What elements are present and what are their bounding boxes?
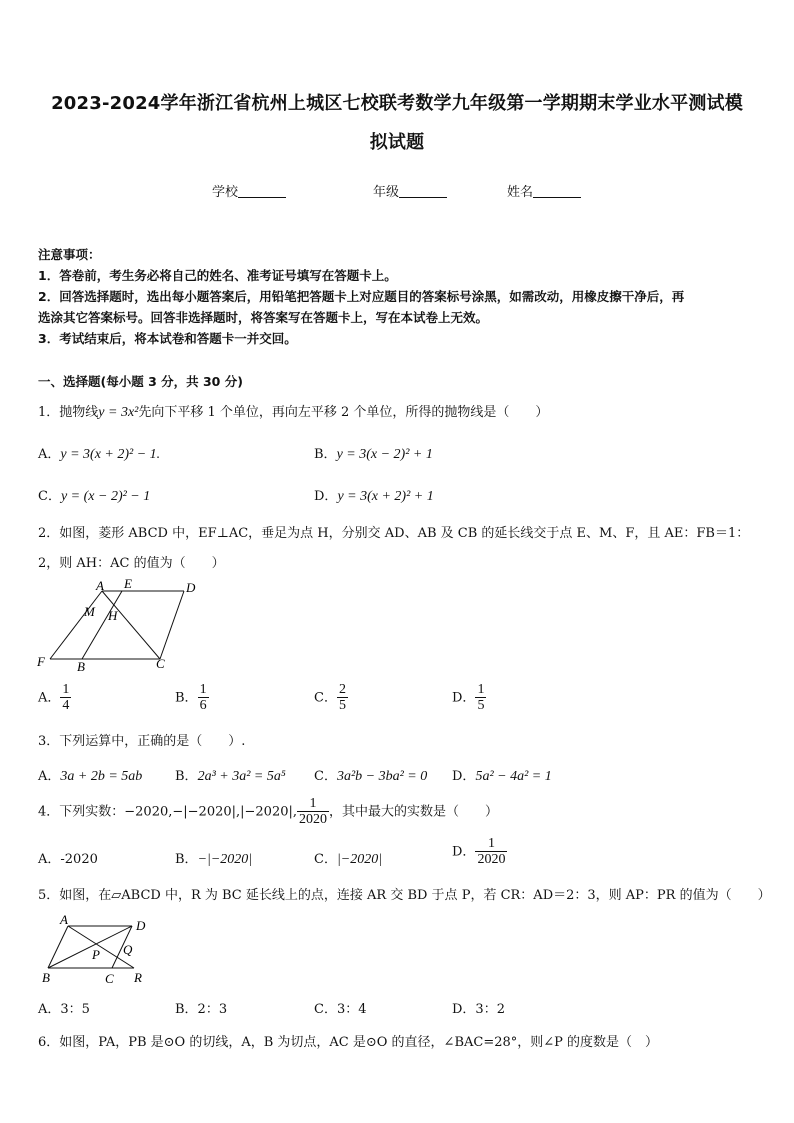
figure-label: F: [37, 654, 45, 669]
q5-parallelogram-figure: [38, 912, 158, 988]
figure-label: R: [134, 970, 142, 985]
figure-label: Q: [123, 942, 133, 957]
option-letter: C．: [314, 852, 337, 867]
name-field: [507, 181, 581, 200]
q3-option-c: [314, 765, 427, 785]
school-label: 学校: [212, 185, 239, 200]
q5-option-b: B．2：3: [175, 1002, 228, 1017]
q2-rhombus-figure: [36, 576, 200, 674]
option-letter: B．: [175, 690, 198, 706]
section-heading: 一、选择题(每小题 3 分，共 30 分): [38, 374, 243, 389]
option-letter: D．: [452, 690, 476, 706]
option-letter: D．: [452, 769, 476, 784]
option-letter: A．: [38, 447, 61, 462]
fraction-numerator: 1: [199, 682, 207, 697]
option-expr: y = (x − 2)² − 1: [60, 489, 151, 504]
name-label: 姓名: [507, 185, 534, 200]
figure-label: D: [186, 580, 196, 595]
q3-option-a: [38, 765, 142, 785]
exam-title-line1: 2023-2024学年浙江省杭州上城区七校联考数学九年级第一学期期末学业水平测试模: [51, 93, 743, 114]
school-field: [212, 181, 286, 200]
question-2-stem-line2: 2，则 AH：AC 的值为（ ）: [38, 556, 225, 571]
q2-option-b: [175, 682, 209, 714]
option-expr: 5a² − 4a² = 1: [475, 769, 552, 784]
question-3-stem: 3．下列运算中，正确的是（ ）.: [38, 734, 246, 749]
q1-stem-text: 1．抛物线: [38, 405, 99, 420]
option-expr: 2a³ + 3a² = 5a⁵: [197, 769, 286, 784]
option-expr: |−2020|: [336, 852, 383, 867]
fraction-numerator: 1: [62, 682, 70, 697]
notice-item: 3．考试结束后，将本试卷和答题卡一并交回。: [38, 331, 297, 346]
figure-label: B: [42, 970, 50, 985]
question-4-stem: [38, 796, 498, 828]
fraction-numerator: 2: [338, 682, 346, 697]
school-blank: [238, 184, 286, 198]
figure-label: B: [77, 659, 85, 674]
notice-item: 1．答卷前，考生务必将自己的姓名、准考证号填写在答题卡上。: [38, 268, 397, 283]
grade-label: 年级: [373, 185, 400, 200]
grade-field: [373, 181, 447, 200]
fraction-denominator: 5: [477, 698, 485, 714]
q2-option-c: [314, 682, 348, 714]
option-letter: C．: [314, 690, 337, 706]
q4-stem-text: ，其中最大的实数是（ ）: [329, 804, 499, 820]
q2-option-a: [38, 682, 71, 714]
q1-expr: y = 3x²: [98, 405, 139, 420]
option-expr: y = 3(x + 2)² + 1: [337, 489, 434, 504]
option-expr: y = 3(x + 2)² − 1.: [60, 447, 161, 462]
figure-label: A: [96, 578, 104, 593]
option-fraction: [198, 682, 209, 714]
option-letter: D．: [452, 844, 476, 860]
question-5-stem: 5．如图，在▱ABCD 中，R 为 BC 延长线上的点，连接 AR 交 BD 于点 P，若 CR：AD＝2：3，则 AP：PR 的值为（ ）: [38, 888, 771, 903]
figure-label: C: [105, 971, 114, 986]
fraction-numerator: 1: [297, 796, 329, 812]
notice-item: 选涂其它答案标号。回答非选择题时，将答案写在答题卡上，写在本试卷上无效。: [38, 310, 489, 325]
q5-option-a: A．3：5: [38, 1002, 90, 1017]
notice-heading: 注意事项：: [38, 247, 101, 262]
figure-label: P: [92, 947, 100, 962]
q1-option-a: [38, 443, 160, 463]
option-letter: C．: [38, 489, 61, 504]
question-1-stem: [38, 401, 548, 421]
question-2-stem-line1: 2．如图，菱形 ABCD 中，EF⊥AC，垂足为点 H，分别交 AD、AB 及 CB 的延长线交于点 E、M、F，且 AE：FB＝1：: [38, 526, 750, 541]
fraction-denominator: 6: [199, 698, 207, 714]
q3-option-b: [175, 765, 286, 785]
option-letter: A．: [38, 690, 61, 706]
question-6-stem: 6．如图，PA，PB 是⊙O 的切线，A，B 为切点，AC 是⊙O 的直径，∠BAC=28°，则∠P 的度数是（ ）: [38, 1035, 659, 1050]
fraction-denominator: 4: [62, 698, 70, 714]
option-letter: B．: [175, 769, 198, 784]
exam-title-line2: 拟试题: [369, 132, 425, 153]
figure-label: E: [124, 576, 132, 591]
fraction-denominator: 2020: [477, 852, 506, 868]
q4-option-d: [452, 836, 507, 868]
q4-option-b: [175, 848, 252, 868]
option-expr: −|−2020|: [197, 852, 253, 867]
q1-stem-text: 先向下平移 1 个单位，再向左平移 2 个单位，所得的抛物线是（ ）: [138, 405, 549, 420]
option-letter: B．: [314, 447, 337, 462]
fraction-numerator: 1: [477, 682, 485, 697]
option-letter: B．: [175, 852, 198, 867]
option-fraction: [475, 836, 507, 868]
q1-option-d: [314, 485, 434, 505]
figure-label: A: [60, 912, 68, 927]
q4-option-c: [314, 848, 382, 868]
option-expr: 3a²b − 3ba² = 0: [336, 769, 428, 784]
q2-option-d: [452, 682, 486, 714]
option-letter: D．: [314, 489, 338, 504]
q4-stem-text: 4．下列实数：−2020,−|−2020|,|−2020|,: [38, 804, 298, 820]
option-letter: C．: [314, 769, 337, 784]
figure-label: D: [136, 918, 146, 933]
figure-label: H: [108, 608, 118, 623]
fraction-denominator: 5: [338, 698, 346, 714]
option-fraction: [337, 682, 348, 714]
q4-option-a: A．-2020: [38, 852, 98, 867]
grade-blank: [399, 184, 447, 198]
q5-option-d: D．3：2: [452, 1002, 505, 1017]
figure-label: M: [84, 604, 95, 619]
option-expr: y = 3(x − 2)² + 1: [336, 447, 433, 462]
option-expr: 3a + 2b = 5ab: [60, 769, 143, 784]
figure-label: C: [156, 656, 165, 671]
option-letter: A．: [38, 769, 61, 784]
fraction-denominator: 2020: [299, 812, 328, 828]
q1-option-c: [38, 485, 150, 505]
option-fraction: [475, 682, 486, 714]
fraction-numerator: 1: [475, 836, 507, 852]
q5-option-c: C．3：4: [314, 1002, 367, 1017]
option-fraction: [60, 682, 71, 714]
notice-item: 2．回答选择题时，选出每小题答案后，用铅笔把答题卡上对应题目的答案标号涂黑，如需改动，用橡皮擦干净后，再: [38, 289, 685, 304]
q4-fraction: [297, 796, 329, 828]
q1-option-b: [314, 443, 433, 463]
name-blank: [533, 184, 581, 198]
q3-option-d: [452, 765, 552, 785]
